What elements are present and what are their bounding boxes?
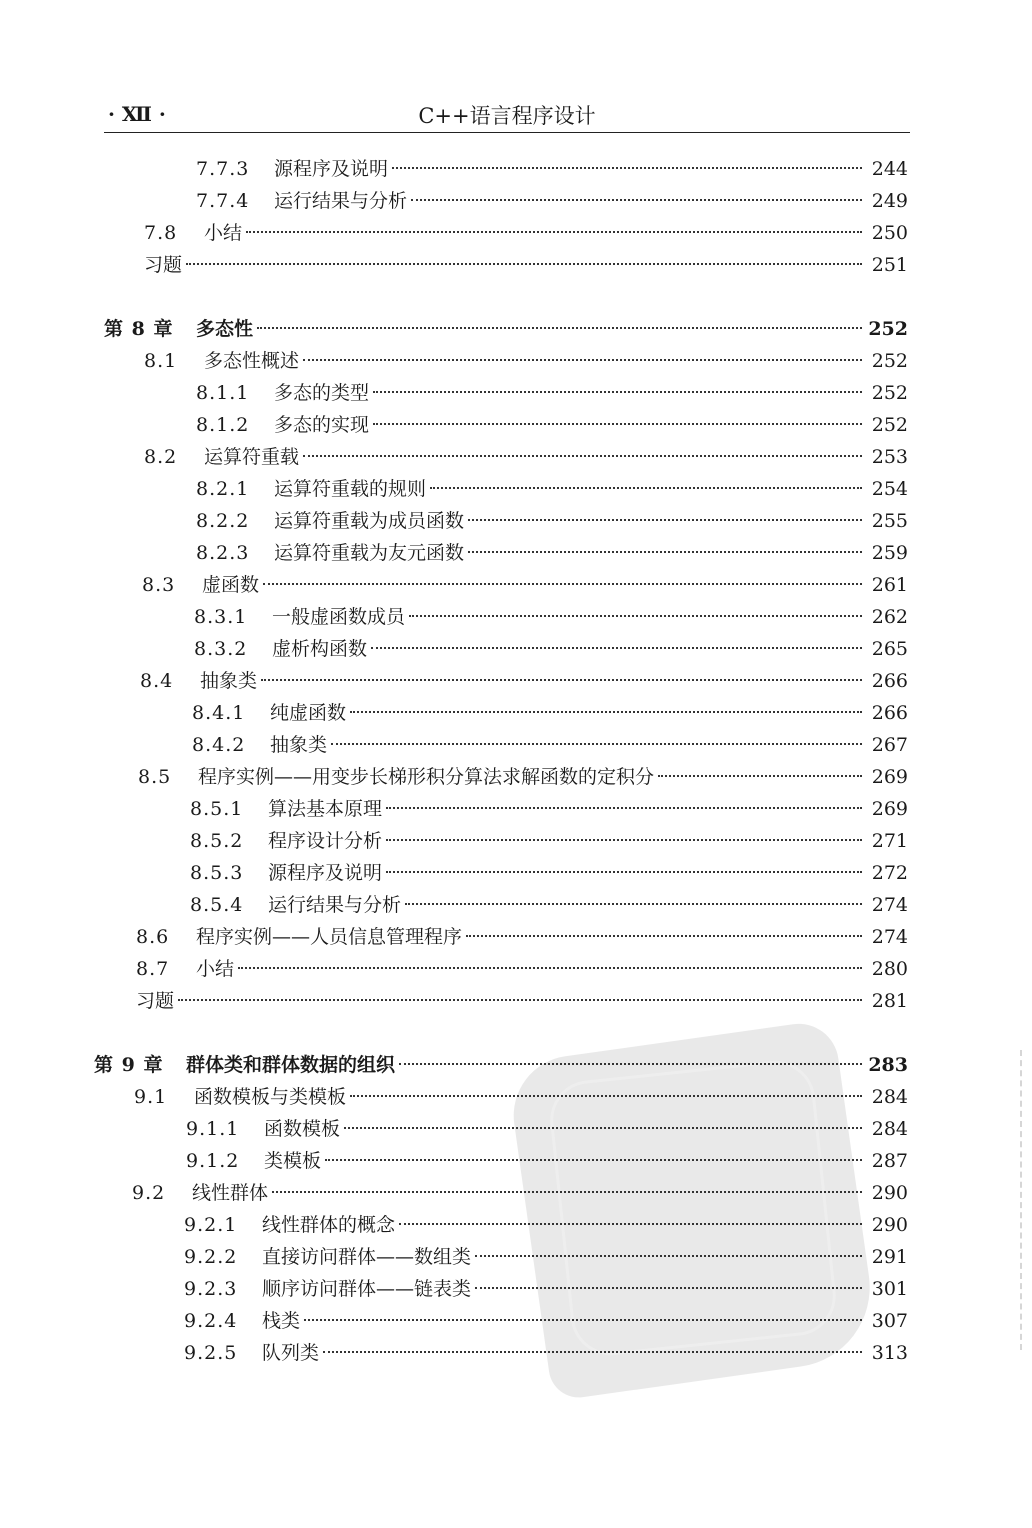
dot-leader [399, 1063, 862, 1065]
toc-entry-number: 8.1.2 [196, 414, 250, 436]
toc-entry [184, 1210, 908, 1240]
toc-entry-page: 255 [871, 510, 908, 532]
dot-leader [303, 455, 862, 457]
toc-entry-number: 8.5.3 [190, 862, 244, 884]
toc-entry-title: 源程序及说明 [274, 158, 389, 180]
toc-entry-page: 266 [871, 670, 908, 692]
toc-entry-number: 8.5.1 [190, 798, 244, 820]
dot-leader [399, 1223, 862, 1225]
toc-entry-number: 第 9 章 [94, 1054, 164, 1076]
dot-leader [350, 1095, 862, 1097]
dot-leader [373, 391, 862, 393]
toc-entry-page: 291 [871, 1246, 908, 1268]
toc-entry [194, 634, 908, 664]
toc-entry-number: 7.7.3 [196, 158, 250, 180]
dot-leader [257, 327, 862, 329]
toc-entry-number: 7.7.4 [196, 190, 250, 212]
toc-entry-title: 运算符重载为成员函数 [274, 510, 465, 532]
dot-leader [392, 167, 862, 169]
toc-entry [184, 1242, 908, 1272]
toc-entry [184, 1338, 908, 1368]
dot-leader [411, 199, 862, 201]
toc-entry-page: 287 [871, 1150, 908, 1172]
dot-leader [303, 359, 862, 361]
dot-leader [475, 1255, 862, 1257]
toc-entry [192, 698, 908, 728]
toc-entry-number: 8.3 [142, 574, 176, 596]
toc-entry [144, 346, 908, 376]
toc-entry [132, 1178, 908, 1208]
dot-leader [468, 519, 862, 521]
toc-chapter-entry [94, 1050, 908, 1080]
toc-entry-title: 小结 [204, 222, 243, 244]
dot-leader [405, 903, 862, 905]
dot-leader [261, 679, 862, 681]
toc-entry-page: 251 [871, 254, 908, 276]
dot-leader [350, 711, 862, 713]
toc-entry-number: 8.4.1 [192, 702, 246, 724]
toc-entry-page: 244 [871, 158, 908, 180]
dot-leader [178, 999, 862, 1001]
toc-entry-number: 8.2.3 [196, 542, 250, 564]
toc-entry [186, 1114, 908, 1144]
toc-entry-title: 习题 [144, 254, 183, 276]
toc-entry [192, 730, 908, 760]
toc-entry-title: 运算符重载 [204, 446, 300, 468]
toc-entry-page: 252 [868, 318, 908, 340]
toc-entry [186, 1146, 908, 1176]
toc-entry [196, 506, 908, 536]
toc-entry-page: 250 [871, 222, 908, 244]
toc-entry-number: 8.6 [136, 926, 170, 948]
toc-entry-number: 8.3.2 [194, 638, 248, 660]
toc-entry [184, 1274, 908, 1304]
toc-entry-page: 307 [871, 1310, 908, 1332]
toc-entry-page: 313 [871, 1342, 908, 1364]
toc-entry [196, 474, 908, 504]
toc-entry-title: 程序实例——人员信息管理程序 [196, 926, 463, 948]
toc-entry-title: 程序设计分析 [268, 830, 383, 852]
toc-entry-number: 7.8 [144, 222, 178, 244]
toc-entry [196, 410, 908, 440]
toc-entry-title: 群体类和群体数据的组织 [186, 1054, 396, 1076]
toc-entry [196, 378, 908, 408]
toc-entry-title: 运行结果与分析 [268, 894, 402, 916]
toc-entry [190, 858, 908, 888]
dot-leader [323, 1351, 862, 1353]
dot-leader [263, 583, 862, 585]
dot-leader [466, 935, 862, 937]
toc-entry [136, 986, 908, 1016]
toc-entry [144, 442, 908, 472]
toc-entry-page: 301 [871, 1278, 908, 1300]
dot-leader [386, 871, 862, 873]
toc-entry-number: 9.2.1 [184, 1214, 238, 1236]
toc-entry [190, 826, 908, 856]
toc-entry-page: 283 [868, 1054, 908, 1076]
toc-entry-title: 虚析构函数 [272, 638, 368, 660]
toc-entry-number: 9.2.5 [184, 1342, 238, 1364]
toc-entry [190, 794, 908, 824]
toc-entry-title: 一般虚函数成员 [272, 606, 406, 628]
toc-entry-number: 8.2 [144, 446, 178, 468]
toc-entry-page: 269 [871, 766, 908, 788]
toc-entry [138, 762, 908, 792]
toc-entry-page: 290 [871, 1214, 908, 1236]
toc-entry-title: 运行结果与分析 [274, 190, 408, 212]
toc-entry-title: 多态性概述 [204, 350, 300, 372]
toc-entry-title: 纯虚函数 [270, 702, 347, 724]
toc-entry-number: 第 8 章 [104, 318, 174, 340]
toc-entry-number: 9.2 [132, 1182, 166, 1204]
dot-leader [325, 1159, 862, 1161]
toc-entry-title: 函数模板 [264, 1118, 341, 1140]
toc-entry-page: 262 [871, 606, 908, 628]
toc-entry-page: 281 [871, 990, 908, 1012]
toc-entry-title: 线性群体的概念 [262, 1214, 396, 1236]
dot-leader [386, 839, 862, 841]
toc-entry-number: 8.5 [138, 766, 172, 788]
toc-entry-number: 8.5.4 [190, 894, 244, 916]
toc-entry-page: 254 [871, 478, 908, 500]
toc-entry-page: 290 [871, 1182, 908, 1204]
toc-chapter-entry [104, 314, 908, 344]
toc-entry [196, 186, 908, 216]
toc-entry-title: 抽象类 [200, 670, 258, 692]
toc-entry-title: 多态性 [196, 318, 254, 340]
toc-entry-title: 抽象类 [270, 734, 328, 756]
toc-entry-title: 直接访问群体——数组类 [262, 1246, 472, 1268]
toc-entry-number: 8.5.2 [190, 830, 244, 852]
dot-leader [468, 551, 862, 553]
dot-leader [371, 647, 862, 649]
dot-leader [272, 1191, 862, 1193]
toc-entry-title: 函数模板与类模板 [194, 1086, 347, 1108]
toc-entry-title: 顺序访问群体——链表类 [262, 1278, 472, 1300]
toc-entry-page: 284 [871, 1086, 908, 1108]
toc-entry [144, 218, 908, 248]
toc-entry-title: 栈类 [262, 1310, 301, 1332]
toc-entry-title: 程序实例——用变步长梯形积分算法求解函数的定积分 [198, 766, 655, 788]
toc-entry [184, 1306, 908, 1336]
toc-entry-number: 8.3.1 [194, 606, 248, 628]
toc-entry-number: 8.1 [144, 350, 178, 372]
toc-entry-number: 9.1.2 [186, 1150, 240, 1172]
toc-entry-page: 252 [871, 414, 908, 436]
toc-entry-title: 运算符重载的规则 [274, 478, 427, 500]
toc-entry-title: 多态的实现 [274, 414, 370, 436]
toc-entry-title: 线性群体 [192, 1182, 269, 1204]
toc-entry-page: 265 [871, 638, 908, 660]
toc-entry-title: 类模板 [264, 1150, 322, 1172]
dot-leader [475, 1287, 862, 1289]
toc-entry [142, 570, 908, 600]
dot-leader [344, 1127, 862, 1129]
toc-entry-title: 源程序及说明 [268, 862, 383, 884]
toc-entry-number: 8.7 [136, 958, 170, 980]
toc-entry-page: 274 [871, 926, 908, 948]
page-number: · Ⅻ · [108, 102, 166, 126]
dot-leader [331, 743, 862, 745]
toc-entry-number: 9.2.3 [184, 1278, 238, 1300]
toc-entry-number: 8.1.1 [196, 382, 250, 404]
toc-entry-page: 267 [871, 734, 908, 756]
dot-leader [246, 231, 862, 233]
toc-entry-number: 9.1.1 [186, 1118, 240, 1140]
dot-leader [658, 775, 862, 777]
toc-entry-title: 习题 [136, 990, 175, 1012]
toc-entry-page: 274 [871, 894, 908, 916]
toc-entry [134, 1082, 908, 1112]
toc-entry [194, 602, 908, 632]
dot-leader [430, 487, 862, 489]
toc-entry-title: 队列类 [262, 1342, 320, 1364]
dot-leader [186, 263, 862, 265]
toc-entry-page: 259 [871, 542, 908, 564]
toc-entry-page: 249 [871, 190, 908, 212]
toc-entry-page: 253 [871, 446, 908, 468]
toc-entry [136, 954, 908, 984]
toc-entry-number: 9.2.2 [184, 1246, 238, 1268]
toc-entry-title: 虚函数 [202, 574, 260, 596]
book-title: C++语言程序设计 [418, 104, 596, 128]
toc-entry [190, 890, 908, 920]
toc-entry [196, 154, 908, 184]
toc-entry-number: 9.2.4 [184, 1310, 238, 1332]
toc-entry-page: 271 [871, 830, 908, 852]
dot-leader [409, 615, 862, 617]
toc-entry-number: 8.2.2 [196, 510, 250, 532]
dot-leader [238, 967, 862, 969]
toc-entry-page: 252 [871, 382, 908, 404]
toc-entry-page: 272 [871, 862, 908, 884]
dot-leader [304, 1319, 862, 1321]
toc-entry-page: 284 [871, 1118, 908, 1140]
toc-entry-page: 269 [871, 798, 908, 820]
toc-entry-title: 多态的类型 [274, 382, 370, 404]
dot-leader [386, 807, 862, 809]
toc-entry [144, 250, 908, 280]
toc-entry-number: 8.4 [140, 670, 174, 692]
toc-entry-page: 252 [871, 350, 908, 372]
toc-entry-title: 运算符重载为友元函数 [274, 542, 465, 564]
toc-entry-page: 261 [871, 574, 908, 596]
toc-entry-number: 8.4.2 [192, 734, 246, 756]
toc-entry-page: 266 [871, 702, 908, 724]
dot-leader [373, 423, 862, 425]
toc-entry [136, 922, 908, 952]
toc-entry-title: 算法基本原理 [268, 798, 383, 820]
toc-entry-page: 280 [871, 958, 908, 980]
toc-entry-number: 8.2.1 [196, 478, 250, 500]
toc-entry [196, 538, 908, 568]
toc-entry-title: 小结 [196, 958, 235, 980]
toc-entry [140, 666, 908, 696]
toc-entry-number: 9.1 [134, 1086, 168, 1108]
